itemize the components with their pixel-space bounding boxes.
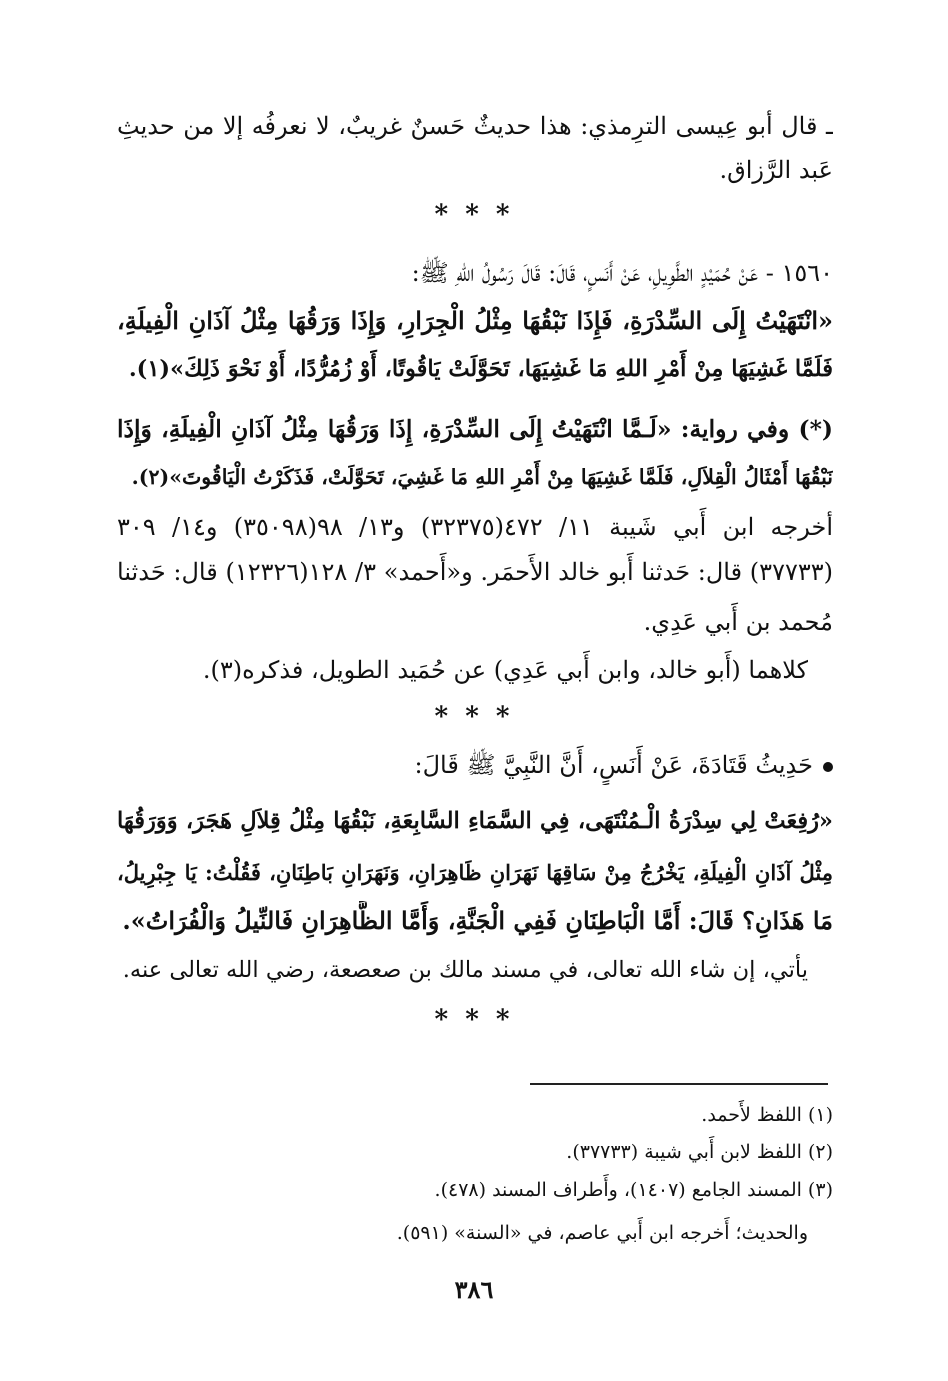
hadith-text-line: «انْتَهَيْتُ إِلَى السِّدْرَةِ، فَإِذَا نَبْقُهَا مِثْلُ الْجِرَارِ، وَإِذَا وَرَقُهَا مِثْلُ آذَانِ الْفِيلَةِ، [117, 306, 833, 335]
section-separator: * * * [434, 702, 514, 732]
footnote: (١) اللفظ لأَحمد. [701, 1104, 833, 1126]
footnote: (٣) المسند الجامع (١٤٠٧)، وأَطراف المسند (٤٧٨). [434, 1179, 833, 1201]
footnote-divider [530, 1083, 828, 1085]
hadith-heading-text: حَدِيثُ قَتَادَةَ، عَنْ أَنَسٍ، أَنَّ النَّبِيَّ ﷺ قَالَ: [414, 751, 813, 779]
narration-line: (*) وفي رواية: «لَـمَّا انْتَهَيْتُ إِلَى السِّدْرَةِ، إِذَا وَرَقُهَا مِثْلُ آذَانِ الْفِيلَةِ، وَإِذَا [117, 415, 833, 443]
takhrij-summary: كلاهما (أَبو خالد، وابن أَبي عَدِي) عن حُمَيد الطويل، فذكره(٣). [202, 656, 808, 684]
hadith-text-line: فَلَمَّا غَشِيَهَا مِنْ أَمْرِ اللهِ مَا غَشِيَهَا، تَحَوَّلَتْ يَاقُوتًا، أَوْ زُمُرُّدًا، أَوْ نَحْوَ ذَلِكَ»(١). [128, 356, 833, 382]
hadith-text-line: «رُفِعَتْ لِي سِدْرَةُ الْـمُنْتَهَى، فِي السَّمَاءِ السَّابِعَةِ، نَبْقُهَا مِثْلُ قِلاَلِ هَجَرَ، وَوَرَقُهَا [117, 808, 833, 834]
text-line: عَبد الرَّزاق. [719, 156, 833, 184]
section-separator: * * * [434, 1005, 514, 1035]
hadith-text-line: مَا هَذَانِ؟ قَالَ: أَمَّا الْبَاطِنَانِ فَفِي الْجَنَّةِ، وَأَمَّا الظَّاهِرَانِ فَالنِّيلُ وَالْفُرَاتُ». [122, 906, 833, 935]
footnote: والحديث؛ أَخرجه ابن أَبي عاصم، في «السنة» (٥٩١). [396, 1222, 808, 1244]
bullet-icon [823, 762, 833, 772]
hadith-text-line: مِثْلُ آذَانِ الْفِيلَةِ، يَخْرُجُ مِنْ سَاقِهَا نَهَرَانِ ظَاهِرَانِ، وَنَهَرَانِ بَاطِنَانِ، فَقُلْتُ: يَا جِبْرِيلُ، [117, 860, 833, 885]
cross-reference-note: يأتي، إن شاء الله تعالى، في مسند مالك بن صعصعة، رضي الله تعالى عنه. [122, 957, 808, 983]
takhrij-line: أخرجه ابن أَبي شَيبة ١١/ ٤٧٢(٣٢٣٧٥) و١٣/ ٩٨(٣٥٠٩٨) و١٤/ ٣٠٩ [117, 513, 833, 541]
takhrij-line: مُحمد بن أَبي عَدِي. [643, 608, 833, 636]
hadith-heading [117, 745, 833, 785]
footnote: (٢) اللفظ لابن أَبي شيبة (٣٧٧٣٣). [566, 1141, 833, 1163]
hadith-heading: ١٥٦٠ - عَنْ حُمَيْدٍ الطَّوِيلِ، عَنْ أَنَسٍ، قَالَ: قَالَ رَسُولُ اللهِ ﷺ: [411, 259, 833, 287]
section-separator: * * * [434, 200, 514, 230]
narration-line: نَبْقُهَا أَمْثَالُ الْقِلاَلِ، فَلَمَّا غَشِيَهَا مِنْ أَمْرِ اللهِ مَا غَشِيَ، تَحَوَّلَتْ، فَذَكَرْتُ الْيَاقُوتَ»(٢). [131, 465, 833, 489]
takhrij-line: (٣٧٧٣٣) قال: حَدثنا أَبو خالد الأَحمَر. و«أَحمد» ٣/ ١٢٨(١٢٣٢٦) قال: حَدثنا [117, 558, 833, 586]
text-line: ـ قال أبو عِيسى الترِمذي: هذا حديثٌ حَسنٌ غريبٌ، لا نعرفُه إلا من حديثِ [117, 112, 833, 140]
page-number: ٣٨٦ [454, 1275, 494, 1304]
